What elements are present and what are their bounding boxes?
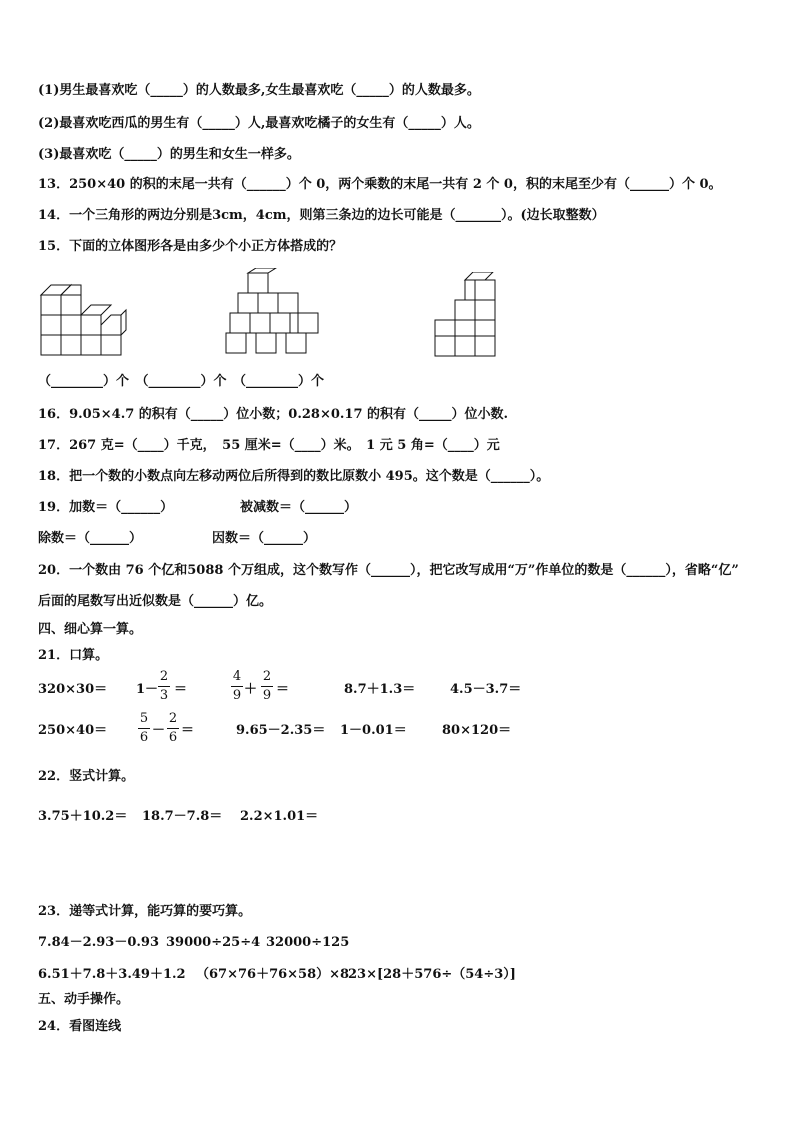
q21-fraction xyxy=(167,712,179,745)
q19-divisor: 除数＝（______） xyxy=(38,531,143,546)
numerator: 4 xyxy=(232,669,242,684)
q20-line2: 后面的尾数写出近似数是（______）亿。 xyxy=(38,594,273,609)
q21-r1c2-pre: 1－ xyxy=(136,682,159,697)
q13: 13．250×40 的积的末尾一共有（______）个 0，两个乘数的末尾一共有 2 个 0，积的末尾至少有（______）个 0。 xyxy=(38,177,722,192)
denominator: 6 xyxy=(168,730,178,745)
q18: 18．把一个数的小数点向左移动两位后所得到的数比原数小 495。这个数是（______）。 xyxy=(38,469,550,484)
q21-r1c4: 8.7＋1.3＝ xyxy=(344,682,416,697)
q21-r2c5: 80×120＝ xyxy=(442,723,512,738)
q15-text: 15．下面的立体图形各是由多少个小正方体搭成的？ xyxy=(38,239,343,254)
q21-title: 21．口算。 xyxy=(38,648,109,663)
q17: 17．267 克=（____）千克， 55 厘米=（____）米。 1 元 5 角=（____）元 xyxy=(38,438,500,453)
q12-part2: (2)最喜欢吃西瓜的男生有（_____）人,最喜欢吃橘子的女生有（_____）人。 xyxy=(38,116,480,131)
q21-r1c1: 320×30＝ xyxy=(38,682,108,697)
q19-addend: 19．加数＝（______） xyxy=(38,500,174,515)
q22-c3: 2.2×1.01＝ xyxy=(240,809,319,824)
denominator: 9 xyxy=(232,688,242,703)
numerator: 2 xyxy=(262,669,272,684)
q19-factor: 因数＝（______） xyxy=(212,531,317,546)
q23-r1c1: 7.84－2.93－0.93 xyxy=(38,935,159,950)
q22-title: 22．竖式计算。 xyxy=(38,769,135,784)
denominator: 9 xyxy=(262,688,272,703)
q21-r1c5: 4.5－3.7＝ xyxy=(450,682,522,697)
q21-fraction xyxy=(138,712,150,745)
q23-r2c1: 6.51＋7.8＋3.49＋1.2 xyxy=(38,967,186,982)
q21-fraction xyxy=(261,670,273,703)
q15-answers: （________）个 （________）个 （________）个 xyxy=(38,374,325,389)
q21-r2c4: 1－0.01＝ xyxy=(340,723,407,738)
q21-r1c2-post: ＝ xyxy=(174,682,188,697)
q23-r2c2: （67×76＋76×58）×8 xyxy=(196,967,350,982)
q12-part3: (3)最喜欢吃（_____）的男生和女生一样多。 xyxy=(38,147,300,162)
q20-line1: 20．一个数由 76 个亿和5088 个万组成，这个数写作（______），把它改写成用“万”作单位的数是（______），省略“亿” xyxy=(38,563,739,578)
q21-fraction xyxy=(231,670,243,703)
q23-r2c3: 23×[28＋576÷（54÷3）] xyxy=(348,967,516,982)
numerator: 2 xyxy=(168,711,178,726)
q23-r1c3: 32000÷125 xyxy=(266,935,350,950)
cube-figure-3 xyxy=(430,272,502,360)
numerator: 5 xyxy=(139,711,149,726)
q21-r2c2-post: ＝ xyxy=(181,723,195,738)
q23-r1c2: 39000÷25÷4 xyxy=(166,935,261,950)
numerator: 2 xyxy=(159,669,169,684)
q21-r1c3-post: ＝ xyxy=(276,682,290,697)
q22-c1: 3.75＋10.2＝ xyxy=(38,809,128,824)
q21-r1c3-op: ＋ xyxy=(244,682,258,697)
q14: 14．一个三角形的两边分别是3cm，4cm，则第三条边的边长可能是（_______）。(边长取整数） xyxy=(38,208,605,223)
denominator: 6 xyxy=(139,730,149,745)
q12-part1: (1)男生最喜欢吃（_____）的人数最多,女生最喜欢吃（_____）的人数最多。 xyxy=(38,83,480,98)
q24: 24．看图连线 xyxy=(38,1019,122,1034)
q16: 16．9.05×4.7 的积有（_____）位小数；0.28×0.17 的积有（_____）位小数. xyxy=(38,407,509,422)
q23-title: 23．递等式计算，能巧算的要巧算。 xyxy=(38,904,252,919)
denominator: 3 xyxy=(159,688,169,703)
q19-minuend: 被减数＝（______） xyxy=(240,500,358,515)
q21-r2c3: 9.65－2.35＝ xyxy=(236,723,326,738)
q21-r2c1: 250×40＝ xyxy=(38,723,108,738)
cube-figure-2 xyxy=(222,268,326,360)
section-5-heading: 五、动手操作。 xyxy=(38,992,130,1007)
section-4-heading: 四、细心算一算。 xyxy=(38,622,143,637)
q21-r2c2-op: － xyxy=(152,723,166,738)
q22-c2: 18.7－7.8＝ xyxy=(142,809,223,824)
q21-fraction xyxy=(158,670,170,703)
cube-figure-1 xyxy=(38,272,130,360)
